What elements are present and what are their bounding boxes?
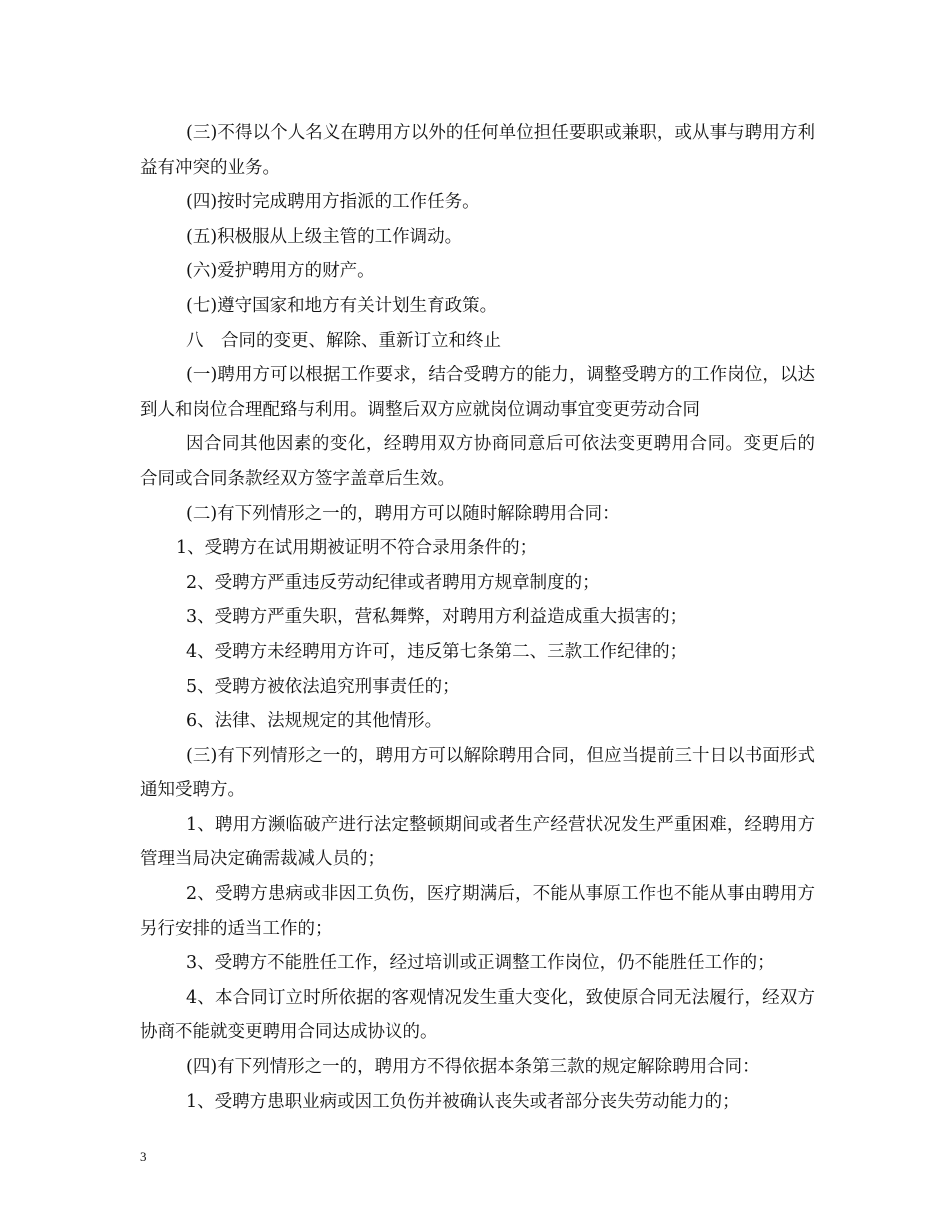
- paragraph-termination-2: (二)有下列情形之一的，聘用方可以随时解除聘用合同：: [186, 503, 620, 524]
- paragraph-clause-4: (四)按时完成聘用方指派的工作任务。: [186, 192, 480, 213]
- list-item-termination-2-6: 6、法律、法规规定的其他情形。: [186, 711, 443, 732]
- paragraph-change-1: (一)聘用方可以根据工作要求，结合受聘方的能力，调整受聘方的工作岗位，以达到人和岗位合理配臵与利用。调整后双方应就岗位调动事宜变更劳动合同: [140, 365, 815, 420]
- list-item-termination-2-2: 2、受聘方严重违反劳动纪律或者聘用方规章制度的；: [186, 572, 600, 593]
- paragraph-change-other: 因合同其他因素的变化，经聘用双方协商同意后可依法变更聘用合同。变更后的合同或合同条款经双方签字盖章后生效。: [140, 434, 815, 489]
- list-item-termination-2-3: 3、受聘方严重失职，营私舞弊，对聘用方利益造成重大损害的；: [186, 607, 688, 628]
- paragraph-termination-4: (四)有下列情形之一的，聘用方不得依据本条第三款的规定解除聘用合同：: [186, 1057, 760, 1078]
- paragraph-clause-5: (五)积极服从上级主管的工作调动。: [186, 226, 463, 247]
- list-item-termination-2-4: 4、受聘方未经聘用方许可，违反第七条第二、三款工作纪律的；: [186, 641, 688, 662]
- document-body: [140, 116, 815, 1119]
- page-number: 3: [140, 1149, 147, 1164]
- list-item-termination-3-4: 4、本合同订立时所依据的客观情况发生重大变化，致使原合同无法履行，经双方协商不能就变更聘用合同达成协议的。: [140, 987, 815, 1043]
- paragraph-clause-7: (七)遵守国家和地方有关计划生育政策。: [186, 295, 498, 316]
- paragraph-clause-6: (六)爱护聘用方的财产。: [186, 261, 375, 282]
- list-item-termination-4-1: 1、受聘方患职业病或因工负伤并被确认丧失或者部分丧失劳动能力的；: [186, 1091, 740, 1112]
- list-item-termination-3-3: 3、受聘方不能胜任工作，经过培训或正调整工作岗位，仍不能胜任工作的；: [186, 953, 775, 974]
- list-item-termination-2-1: 1、受聘方在试用期被证明不符合录用条件的；: [176, 538, 538, 559]
- list-item-termination-3-2: 2、受聘方患病或非因工负伤，医疗期满后，不能从事原工作也不能从事由聘用方另行安排的适当工作的；: [140, 884, 815, 939]
- paragraph-clause-3: (三)不得以个人名义在聘用方以外的任何单位担任要职或兼职，或从事与聘用方利益有冲突的业务。: [140, 123, 815, 178]
- list-item-termination-2-5: 5、受聘方被依法追究刑事责任的；: [186, 676, 460, 697]
- paragraph-termination-3: (三)有下列情形之一的，聘用方可以解除聘用合同，但应当提前三十日以书面形式通知受聘方。: [140, 745, 815, 801]
- list-item-termination-3-1: 1、聘用方濒临破产进行法定整顿期间或者生产经营状况发生严重困难，经聘用方管理当局决定确需裁减人员的；: [140, 814, 815, 870]
- section-heading-8: 八 合同的变更、解除、重新订立和终止: [186, 330, 501, 351]
